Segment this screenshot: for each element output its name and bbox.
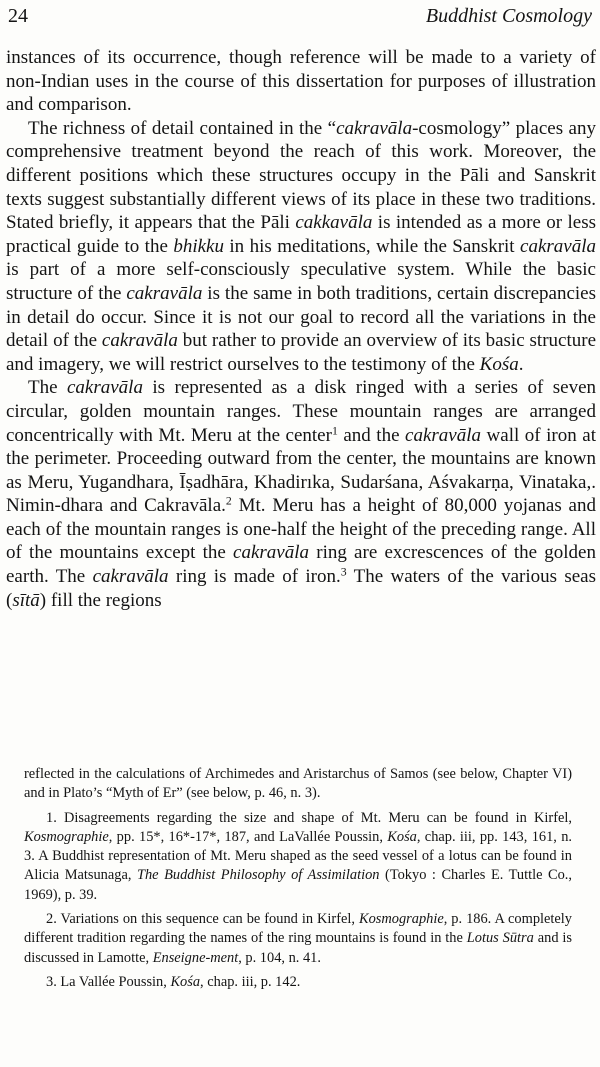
footnote-3: 3. La Vallée Poussin, Kośa, chap. iii, p. 142. — [46, 973, 301, 990]
running-header — [8, 2, 592, 30]
body-text — [6, 46, 596, 612]
footnote-continuation: reflected in the calculations of Archimedes and Aristarchus of Samos (see below, Chapter VI) and in Plato’s “Myth of Er” (see below, p. 46, n. 3). — [24, 766, 572, 802]
footnote-1: 1. Disagreements regarding the size and shape of Mt. Meru can be found in Kirfel, Kosmographie, pp. 15*, 16*-17*, 187, and LaVallée Poussin, Kośa, chap. iii, pp. 143, 161, n. 3. A Buddhist representation of Mt. Meru shaped as the seed vessel of a lotus can be found in Alicia Matsunaga, The Buddhist Philosophy of Assimilation (Tokyo : Charles E. Tuttle Co., 1969), p. 39. — [24, 809, 573, 903]
footnote-ref-3[interactable]: 3 — [340, 565, 347, 579]
paragraph-continuation: instances of its occurrence, though reference will be made to a variety of non-Indian uses in the course of this dissertation for purposes of illustration and comparison. — [6, 47, 596, 116]
footnotes — [24, 765, 572, 997]
running-title: Buddhist Cosmology — [425, 5, 592, 27]
footnote-ref-2[interactable]: 2 — [225, 494, 232, 508]
page-number: 24 — [8, 5, 28, 27]
footnote-2: 2. Variations on this sequence can be found in Kirfel, Kosmographie, p. 186. A completely different tradition regarding the names of the ring mountains is found in the Lotus Sūtra and is discussed in Lamotte, Enseigne-ment, p. 104, n. 41. — [24, 911, 573, 966]
paragraph-cakravala-description: The cakravāla is represented as a disk ringed with a series of seven circular, golden mountain ranges. These mountain ranges are arranged concentrically with Mt. Meru at the center$^1$ and the cakravāla wall of iron at the perimeter. Proceeding outward from the center, the mountains are known as Meru, Yugandhara, Īṣadhāra, Khadirıka, Sudarśana, Aśvakarṇa, Vinataka,. Nimin-dhara and Cakravāla.$^2$ Mt. Meru has a height of 80,000 yojanas and each of the mountain ranges is one-half the height of the preceding range. All of the mountains except the cakravāla ring are excrescences of the golden earth. The cakravāla ring is made of iron.$^3$ The waters of the various seas (sītā) fill the regions — [6, 377, 597, 611]
footnote-ref-1[interactable]: 1 — [331, 424, 338, 438]
paragraph-cosmology-detail: The richness of detail contained in the “cakravāla-cosmology” places any comprehensive treatment beyond the reach of this work. Moreover, the different positions which these structures occupy in the Pāli and Sanskrit texts suggest substantially different views of its place in these two traditions. Stated briefly, it appears that the Pāli cakkavāla is intended as a more or less practical guide to the bhikku in his meditations, while the Sanskrit cakravāla is part of a more self-consciously speculative system. While the basic structure of the cakravāla is the same in both traditions, certain discrepancies in detail do occur. Since it is not our goal to record all the variations in the detail of the cakravāla but rather to provide an overview of its basic structure and imagery, we will restrict ourselves to the testimony of the Kośa. — [6, 117, 596, 375]
